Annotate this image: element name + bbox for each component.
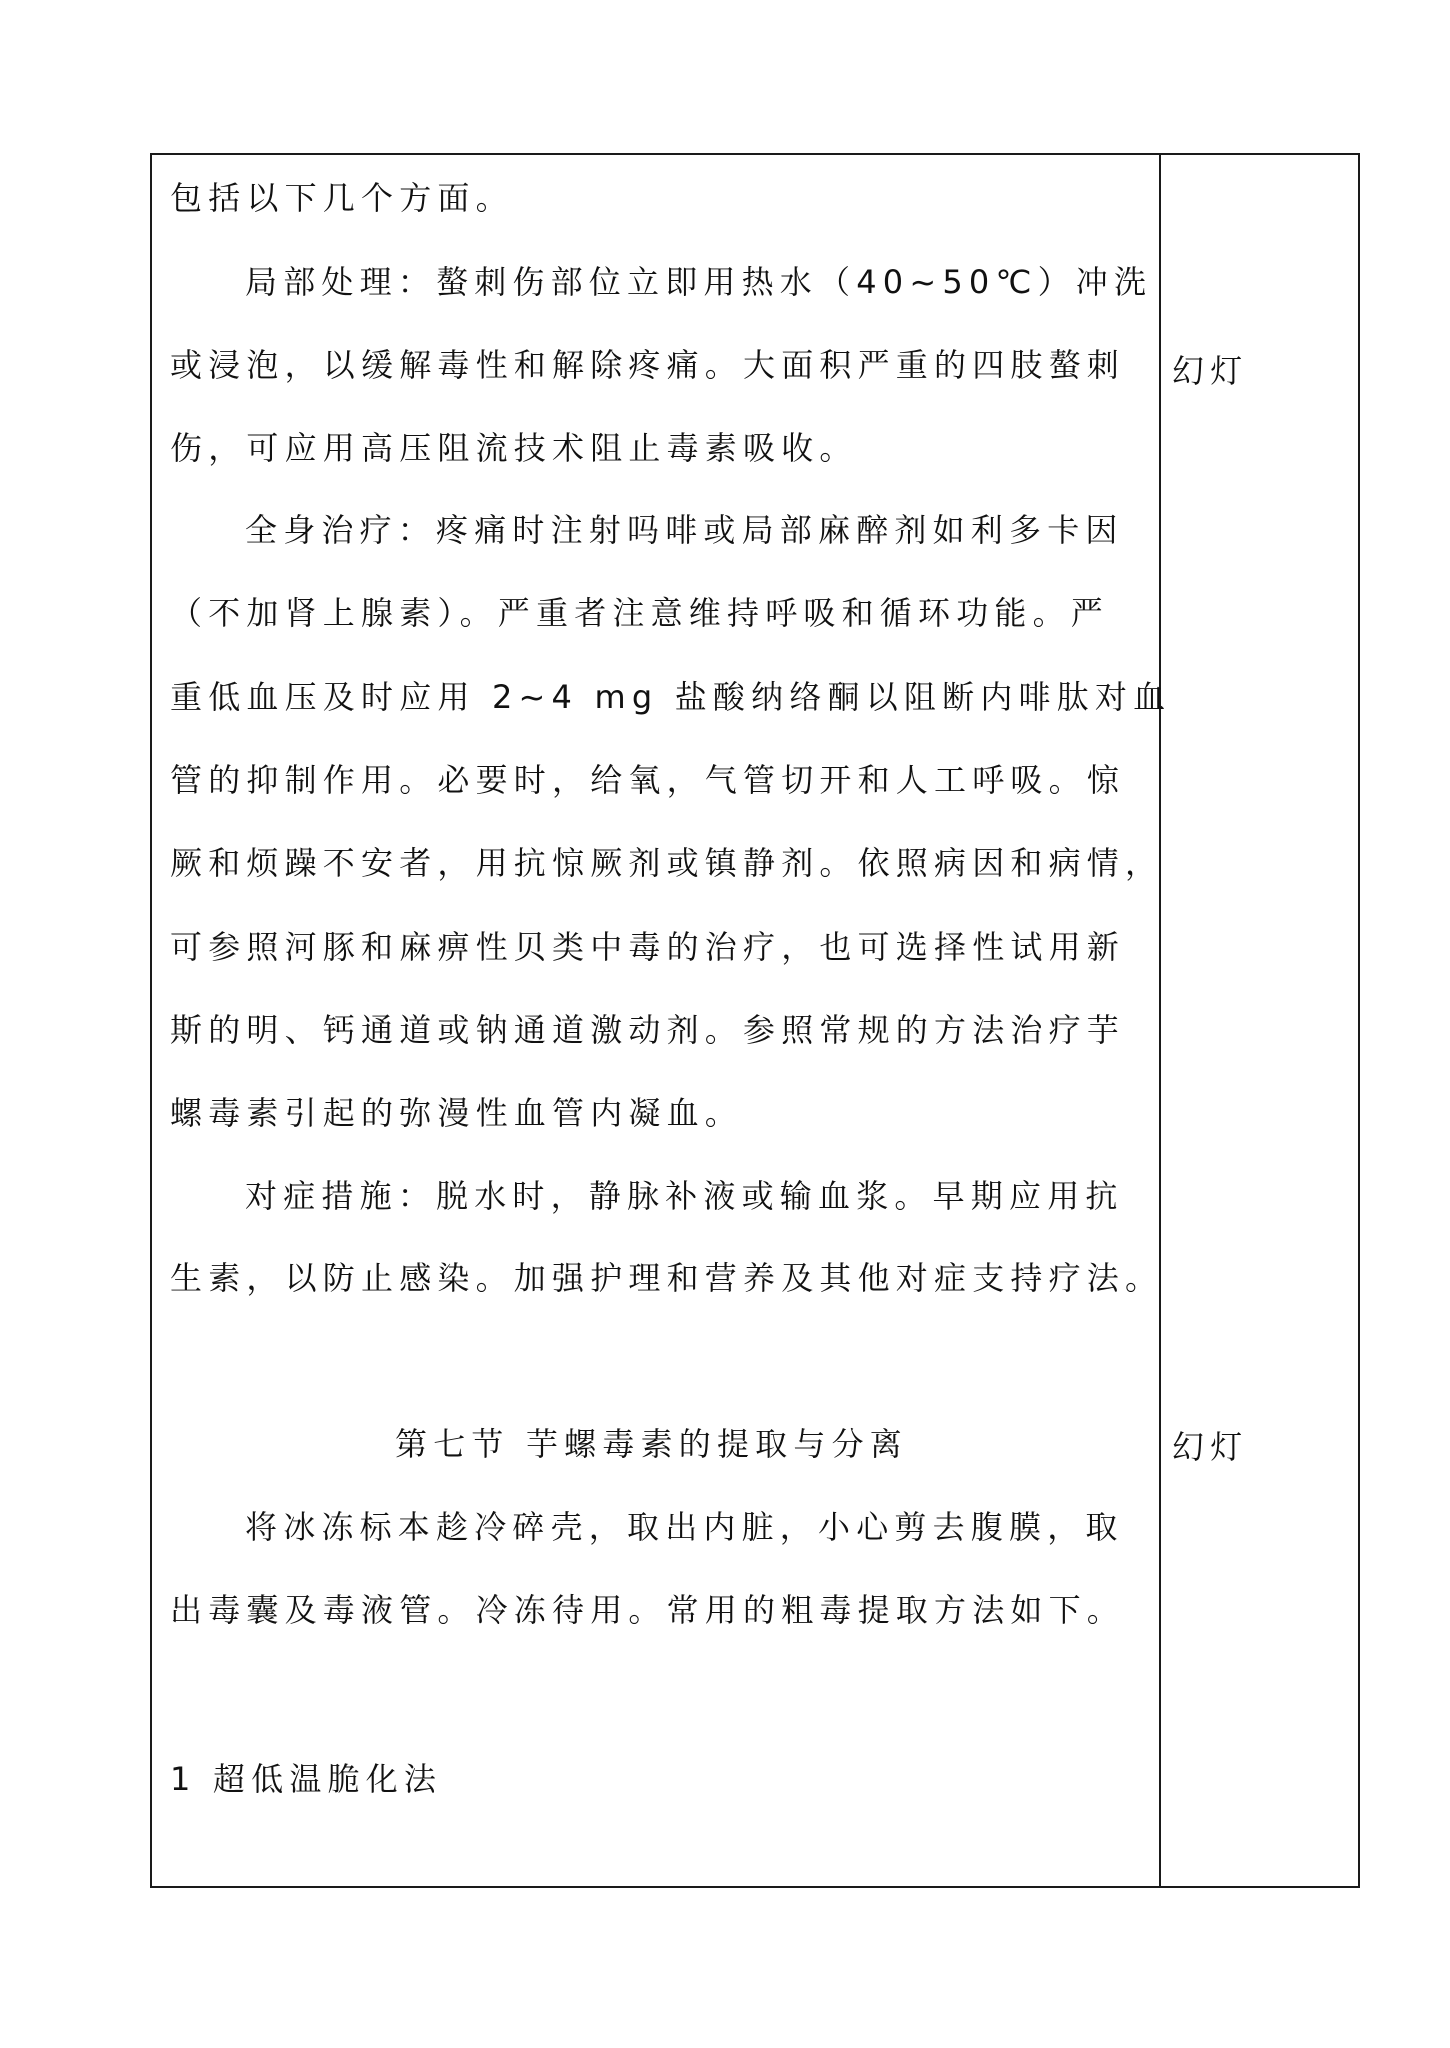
text-line: 伤，可应用高压阻流技术阻止毒素吸收。 [170, 429, 858, 467]
text-line: 生素，以防止感染。加强护理和营养及其他对症支持疗法。 [170, 1259, 1164, 1297]
text-line: 斯的明、钙通道或钠通道激动剂。参照常规的方法治疗芋 [170, 1011, 1126, 1049]
text-line: 或浸泡，以缓解毒性和解除疼痛。大面积严重的四肢螯刺 [170, 346, 1126, 384]
side-note: 幻灯 [1172, 352, 1249, 390]
text-line: 全身治疗：疼痛时注射吗啡或局部麻醉剂如利多卡因 [245, 511, 1124, 549]
text-line: 出毒囊及毒液管。冷冻待用。常用的粗毒提取方法如下。 [170, 1591, 1126, 1629]
subsection-heading: 1 超低温脆化法 [170, 1760, 443, 1798]
text-line: 重低血压及时应用 2~4 mg 盐酸纳络酮以阻断内啡肽对血 [170, 678, 1172, 716]
text-line: （不加肾上腺素）。严重者注意维持呼吸和循环功能。严 [170, 594, 1110, 632]
text-line: 对症措施：脱水时，静脉补液或输血浆。早期应用抗 [245, 1177, 1124, 1215]
column-divider [1159, 155, 1161, 1886]
text-line: 局部处理：螯刺伤部位立即用热水（40~50℃）冲洗 [245, 263, 1153, 301]
text-line: 厥和烦躁不安者，用抗惊厥剂或镇静剂。依照病因和病情， [170, 844, 1164, 882]
text-line: 将冰冻标本趁冷碎壳，取出内脏，小心剪去腹膜，取 [245, 1508, 1124, 1546]
section-heading: 第七节 芋螺毒素的提取与分离 [395, 1425, 908, 1463]
text-line: 可参照河豚和麻痹性贝类中毒的治疗，也可选择性试用新 [170, 928, 1126, 966]
text-line: 包括以下几个方面。 [170, 179, 514, 217]
side-note: 幻灯 [1172, 1428, 1249, 1466]
text-line: 管的抑制作用。必要时，给氧，气管切开和人工呼吸。惊 [170, 761, 1126, 799]
content-table [150, 153, 1360, 1888]
text-line: 螺毒素引起的弥漫性血管内凝血。 [170, 1094, 744, 1132]
